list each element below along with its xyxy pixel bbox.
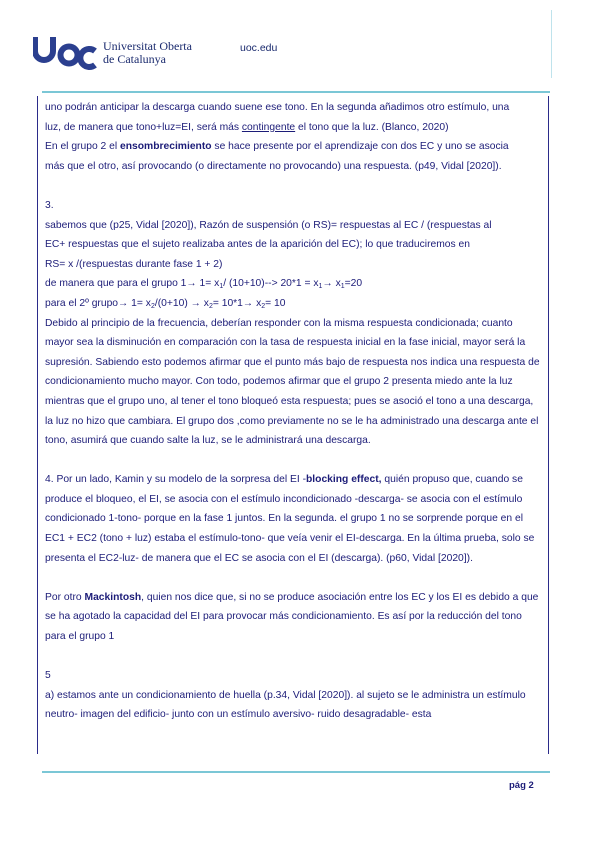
- paragraph: más que el otro, así provocando (o directamente no provocando) una respuesta. (p49, Vidal [2020]).: [45, 160, 502, 172]
- paragraph: RS= x /(respuestas durante fase 1 + 2): [45, 258, 223, 270]
- paragraph: a) estamos ante un condicionamiento de huella (p.34, Vidal [2020]). al sujeto se le administra un estímulo neutro- imagen del edificio- junto con un estímulo aversivo- ruido desagradable- esta: [45, 689, 526, 721]
- paragraph: luz, de manera que tono+luz=EI, será más contingente el tono que la luz. (Blanco, 2020): [45, 121, 449, 133]
- paragraph: 4. Por un lado, Kamin y su modelo de la sorpresa del EI -blocking effect, quién propuso que, cuando se produce el bloqueo, el EI, se asocia con el estímulo incondicionado -descarga- se asocia con el estímulo condicionado 1-tono- porque en la fase 1 juntos. En la segunda. el grupo 1 no se sorprende porque en el EC1 + EC2 (tono + luz) estaba el estímulo-tono- que veía venir el EI-descarga. En la última prueba, solo se presenta el EC2-luz- de manera que el EC se asocia con el EI (descarga). (p60, Vidal [2020]).: [45, 474, 535, 564]
- university-name: Universitat Oberta de Catalunya: [103, 39, 192, 66]
- paragraph: Debido al principio de la frecuencia, deberían responder con la misma respuesta condicionada; cuanto mayor sea la disminución en comparación con la tasa de respuesta inicial en la fase inicial, mayor será la supresión. Sabiendo esto podemos afirmar que el punto más bajo de respuesta nos indica una respuesta de condicionamiento mucho mayor. Con todo, podemos afirmar que el grupo 2 presenta miedo ante la luz mientras que el grupo uno, al tener el tono bloqueó esta respuesta; pues se asoció el tono a una descarga, la luz no hizo que cambiara. El grupo dos ,como previamente no se le ha administrado una descarga ante el tono, asumirá que cuando salte la luz, se le administrará una descarga.: [45, 317, 540, 447]
- paragraph: sabemos que (p25, Vidal [2020]), Razón de suspensión (o RS)= respuestas al EC / (respuestas al: [45, 219, 492, 231]
- document-body: [37, 96, 549, 754]
- paragraph: uno podrán anticipar la descarga cuando suene ese tono. En la segunda añadimos otro estímulo, una: [45, 102, 510, 113]
- bottom-rule: [42, 771, 550, 773]
- top-rule: [42, 91, 550, 93]
- formula-line: para el 2º grupo→ $1= x_2/(0+10) \to x_2= 10*1\to x_2= 10$: [45, 297, 286, 310]
- paragraph: En el grupo 2 el ensombrecimiento se hace presente por el aprendizaje con dos EC y uno se asocia: [45, 141, 509, 153]
- page-number: pág 2: [509, 780, 534, 791]
- university-url: uoc.edu: [240, 42, 278, 54]
- header-divider: [551, 10, 552, 78]
- paragraph: Por otro Mackintosh, quien nos dice que, si no se produce asociación entre los EC y los EI es debido a que se ha agotado la capacidad del EI para provocar más condicionamiento. Es así por la reducción del tono para el grupo 1: [45, 591, 539, 643]
- paragraph: EC+ respuestas que el sujeto realizaba antes de la aparición del EC); lo que traduciremos en: [45, 239, 470, 251]
- page-header: [0, 0, 600, 95]
- section-number: 5: [45, 670, 51, 682]
- formula-line: de manera que para el grupo $1\to 1= x_1/$ $(10+10)--> 20*1 = x_1\to x_1=20$: [45, 278, 363, 291]
- section-number: 3.: [45, 199, 54, 211]
- uoc-logo-icon: [33, 35, 97, 77]
